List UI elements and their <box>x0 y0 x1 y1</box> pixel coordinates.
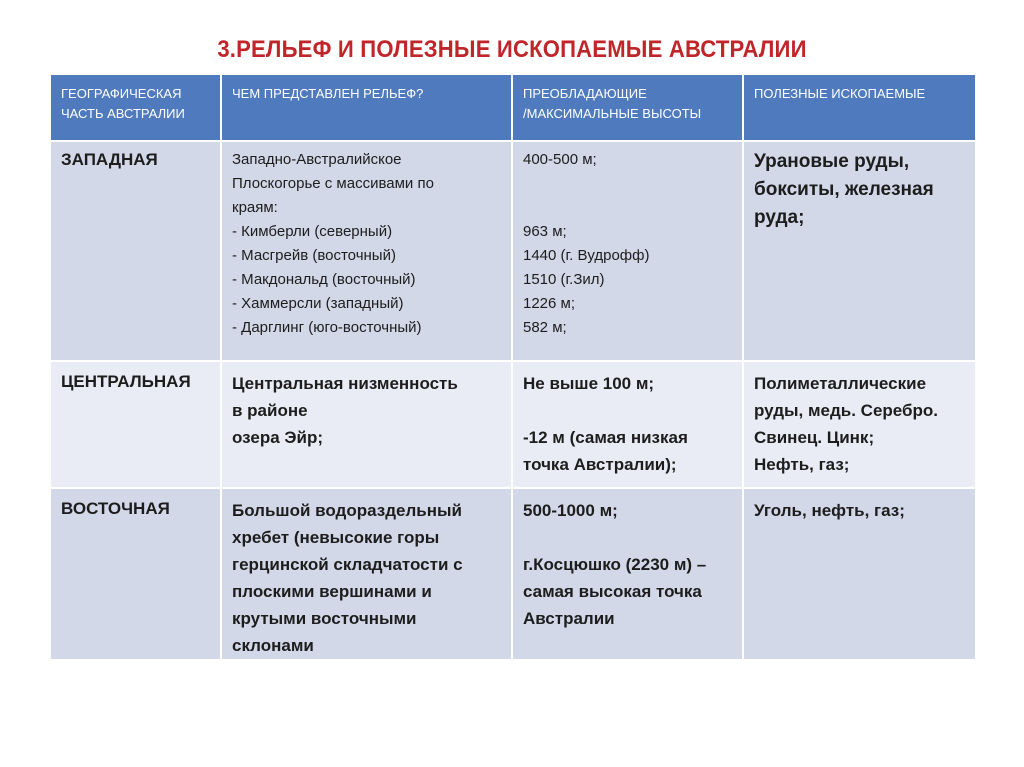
relief-line: крутыми восточными <box>232 609 417 628</box>
minerals-line: Урановые руды, <box>754 151 910 172</box>
minerals-line: Нефть, газ; <box>754 455 850 474</box>
heights-line: 1510 (г.Зил) <box>523 271 605 288</box>
table-row <box>50 488 976 660</box>
relief-line: в районе <box>232 401 308 420</box>
page-title: 3.РЕЛЬЕФ И ПОЛЕЗНЫЕ ИСКОПАЕМЫЕ АВСТРАЛИИ <box>217 36 807 63</box>
relief-line: - Кимберли (северный) <box>232 223 393 240</box>
heights-line: Не выше 100 м; <box>523 374 655 393</box>
relief-line: - Макдональд (восточный) <box>232 271 416 288</box>
heights-line: -12 м (самая низкая <box>523 428 688 447</box>
heights-line: 1226 м; <box>523 295 576 312</box>
header-relief-line: ЧЕМ ПРЕДСТАВЛЕН РЕЛЬЕФ? <box>232 86 424 101</box>
region-cell: ЗАПАДНАЯ <box>50 141 221 361</box>
relief-line: озера Эйр; <box>232 428 323 447</box>
heights-line: точка Австралии); <box>523 455 677 474</box>
minerals-line: Уголь, нефть, газ; <box>754 501 905 520</box>
heights-cell <box>512 361 743 488</box>
heights-line: 582 м; <box>523 319 567 336</box>
relief-line: - Масгрейв (восточный) <box>232 247 396 264</box>
heights-line: 500-1000 м; <box>523 501 618 520</box>
minerals-line: Свинец. Цинк; <box>754 428 875 447</box>
header-region-line: ГЕОГРАФИЧЕСКАЯ <box>61 86 182 101</box>
table-row <box>50 141 976 361</box>
heights-line: 963 м; <box>523 223 567 240</box>
header-heights <box>512 74 743 141</box>
heights-line: 400-500 м; <box>523 151 597 168</box>
header-region-line: ЧАСТЬ АВСТРАЛИИ <box>61 106 185 121</box>
header-relief <box>221 74 512 141</box>
table-row <box>50 361 976 488</box>
header-minerals <box>743 74 976 141</box>
minerals-line: руды, медь. Серебро. <box>754 401 939 420</box>
minerals-cell <box>743 361 976 488</box>
minerals-line: Полиметаллические <box>754 374 927 393</box>
table-header-row <box>50 74 976 141</box>
header-heights-line: /МАКСИМАЛЬНЫЕ ВЫСОТЫ <box>523 106 702 121</box>
heights-line: 1440 (г. Вудрофф) <box>523 247 650 264</box>
relief-line: краям: <box>232 199 278 216</box>
minerals-line: руда; <box>754 207 805 228</box>
relief-line: Плоскогорье с массивами по <box>232 175 434 192</box>
relief-line: Центральная низменность <box>232 374 458 393</box>
relief-line: хребет (невысокие горы <box>232 528 440 547</box>
heights-cell <box>512 488 743 660</box>
minerals-cell <box>743 141 976 361</box>
relief-line: склонами <box>232 636 314 655</box>
minerals-cell <box>743 488 976 660</box>
relief-line: герцинской складчатости с <box>232 555 463 574</box>
minerals-line: бокситы, железная <box>754 179 934 200</box>
relief-line: Западно-Австралийское <box>232 151 402 168</box>
relief-line: - Дарглинг (юго-восточный) <box>232 319 422 336</box>
header-heights-line: ПРЕОБЛАДАЮЩИЕ <box>523 86 647 101</box>
region-cell: ЦЕНТРАЛЬНАЯ <box>50 361 221 488</box>
header-region <box>50 74 221 141</box>
header-minerals-line: ПОЛЕЗНЫЕ ИСКОПАЕМЫЕ <box>754 86 926 101</box>
heights-line: самая высокая точка <box>523 582 702 601</box>
heights-cell <box>512 141 743 361</box>
relief-cell <box>221 141 512 361</box>
relief-cell <box>221 361 512 488</box>
relief-line: Большой водораздельный <box>232 501 462 520</box>
region-cell: ВОСТОЧНАЯ <box>50 488 221 660</box>
heights-line: г.Косцюшко (2230 м) – <box>523 555 707 574</box>
relief-line: - Хаммерсли (западный) <box>232 295 404 312</box>
relief-cell <box>221 488 512 660</box>
heights-line: Австралии <box>523 609 615 628</box>
relief-line: плоскими вершинами и <box>232 582 432 601</box>
relief-minerals-table <box>49 73 977 661</box>
